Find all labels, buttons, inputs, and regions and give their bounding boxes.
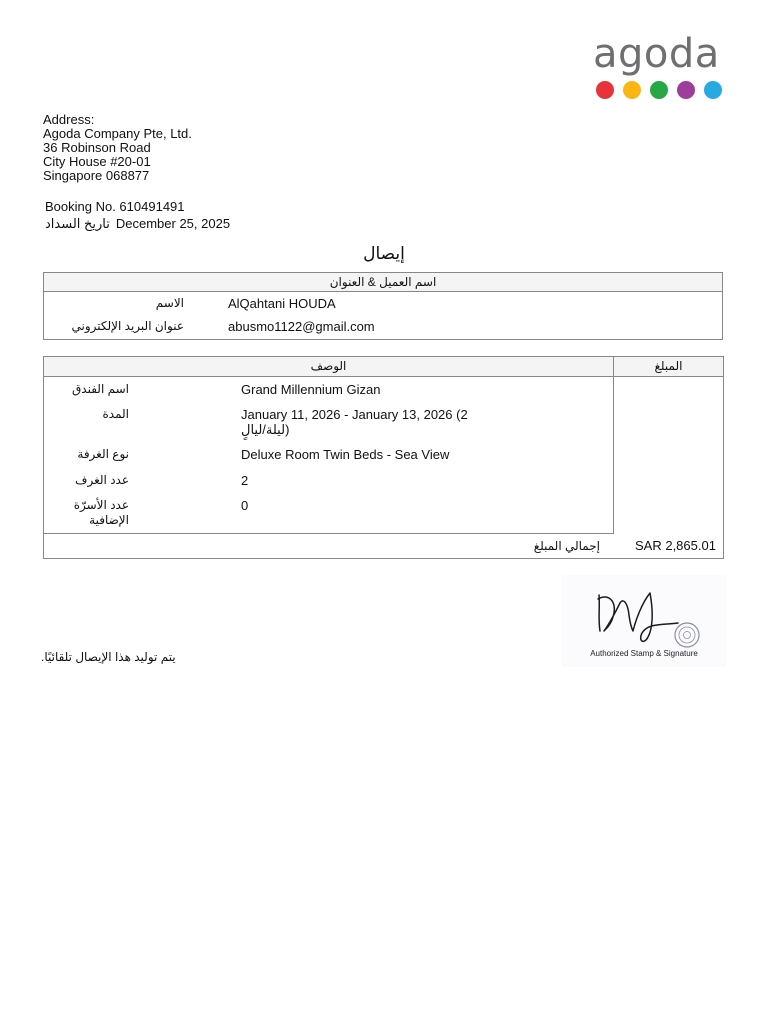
address-street: 36 Robinson Road xyxy=(43,140,151,155)
description-header: الوصف xyxy=(44,357,614,377)
payment-date-value: December 25, 2025 xyxy=(115,216,231,231)
payment-date-label: تاريخ السداد xyxy=(45,216,110,231)
duration-value-line1: January 11, 2026 - January 13, 2026 (2 xyxy=(241,407,468,422)
amount-header: المبلغ xyxy=(614,357,723,377)
hotel-name-label: اسم الفندق xyxy=(72,382,129,396)
customer-name-value: AlQahtani HOUDA xyxy=(228,296,336,311)
logo-dot-red xyxy=(596,81,614,99)
total-amount-value: SAR 2,865.01 xyxy=(635,538,716,553)
logo-dot-purple xyxy=(677,81,695,99)
room-type-value: Deluxe Room Twin Beds - Sea View xyxy=(241,447,450,462)
address-building: City House #20-01 xyxy=(43,154,151,169)
hotel-name-value: Grand Millennium Gizan xyxy=(241,382,381,397)
booking-number: Booking No. 610491491 xyxy=(45,199,185,214)
customer-email-value: abusmo1122@gmail.com xyxy=(228,319,375,334)
customer-email-label: عنوان البريد الإلكتروني xyxy=(71,319,184,333)
duration-label: المدة xyxy=(102,407,129,421)
booking-info xyxy=(45,198,230,232)
signature-stamp xyxy=(562,575,726,667)
customer-table xyxy=(43,272,723,340)
description-body xyxy=(44,377,614,534)
logo-dot-blue xyxy=(704,81,722,99)
logo-wordmark: agoda xyxy=(593,31,720,77)
logo-dots xyxy=(596,81,731,99)
customer-name-row xyxy=(44,292,722,315)
booking-details-table xyxy=(43,356,724,559)
signature-caption: Authorized Stamp & Signature xyxy=(590,649,698,658)
receipt-title: إيصال xyxy=(363,244,405,263)
extra-beds-value: 0 xyxy=(241,498,249,513)
room-count-value: 2 xyxy=(241,473,249,488)
duration-value-line2: ليلة/ليالٍ) xyxy=(241,422,290,437)
logo-dot-green xyxy=(650,81,668,99)
customer-table-header: اسم العميل & العنوان xyxy=(44,273,722,292)
company-address xyxy=(43,113,192,183)
agoda-logo xyxy=(588,30,728,102)
payment-date-row xyxy=(45,215,230,232)
duration-value xyxy=(241,407,468,437)
company-stamp xyxy=(675,623,699,647)
customer-email-row xyxy=(44,315,722,338)
total-amount-label: إجمالي المبلغ xyxy=(533,539,600,553)
address-company: Agoda Company Pte, Ltd. xyxy=(43,126,192,141)
room-type-label: نوع الغرفة xyxy=(77,447,129,461)
address-city: Singapore 068877 xyxy=(43,168,150,183)
address-heading: Address: xyxy=(43,112,95,127)
amount-body xyxy=(614,377,723,533)
customer-name-label: الاسم xyxy=(155,296,184,310)
auto-generated-note: يتم توليد هذا الإيصال تلقائيًا. xyxy=(41,650,176,664)
extra-beds-label: عدد الأسرّة الإضافية xyxy=(73,498,129,527)
logo-dot-yellow xyxy=(623,81,641,99)
room-count-label: عدد الغرف xyxy=(75,473,129,487)
